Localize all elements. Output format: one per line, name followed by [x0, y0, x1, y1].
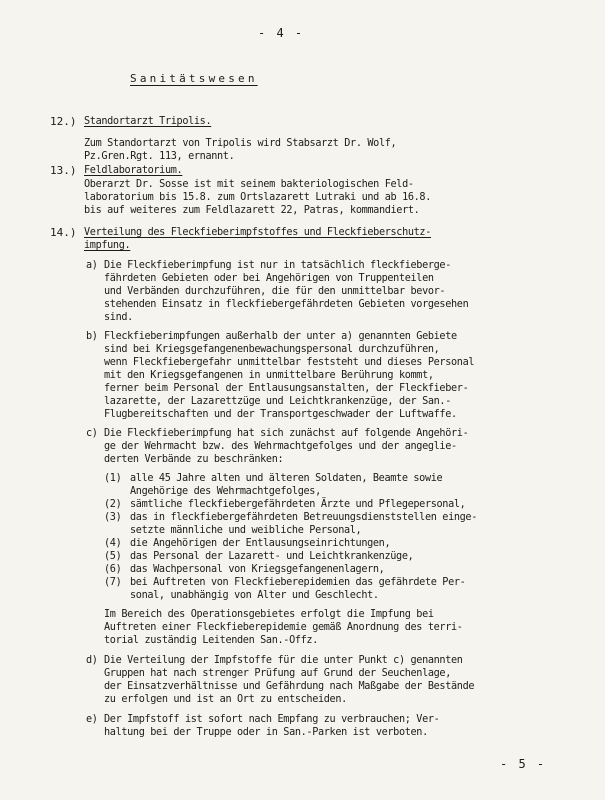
list-item: alle 45 Jahre alten und älteren Soldaten, Beamte sowie	[130, 473, 443, 484]
text-line: und Verbänden durchzuführen, die für den unmittelbar bevor-	[104, 286, 446, 297]
text-line: derten Verbände zu beschränken:	[104, 454, 284, 465]
subitem-label-e: e)	[86, 714, 98, 725]
list-number: (5)	[104, 551, 122, 562]
list-number: (1)	[104, 473, 122, 484]
item-number-13: 13.)	[50, 164, 77, 177]
list-number: (4)	[104, 538, 122, 549]
list-number: (3)	[104, 512, 122, 523]
text-line: der Einsatzverhältnisse und Gefährdung nach Maßgabe der Bestände	[104, 681, 475, 692]
list-item: das in fleckfiebergefährdeten Betreuungsdienststellen einge-	[130, 512, 478, 523]
text-line: stehenden Einsatz in fleckfiebergefährdeten Gebieten vorgesehen	[104, 299, 469, 310]
text-line: laboratorium bis 15.8. zum Ortslazarett Lutraki und ab 16.8.	[84, 192, 432, 203]
text-line: ge der Wehrmacht bzw. des Wehrmachtgefolges und der angeglie-	[104, 441, 457, 452]
item-heading-feldlaboratorium: Feldlaboratorium.	[84, 165, 183, 176]
text-line: bis auf weiteres zum Feldlazarett 22, Patras, kommandiert.	[84, 205, 420, 216]
page-number-top: - 4 -	[258, 26, 305, 40]
subitem-label-b: b)	[86, 331, 98, 342]
text-line: Oberarzt Dr. Sosse ist mit seinem bakteriologischen Feld-	[84, 179, 414, 190]
text-line: lazarette, der Lazarettzüge und Leichtkrankenzüge, der San.-	[104, 396, 452, 407]
list-item: Angehörige des Wehrmachtgefolges,	[130, 486, 321, 497]
text-line: Auftreten einer Fleckfieberepidemie gemäß Anordnung des terri-	[104, 622, 463, 633]
text-line: Gruppen hat nach strenger Prüfung auf Grund der Seuchenlage,	[104, 668, 452, 679]
next-page-marker: - 5 -	[500, 757, 547, 771]
text-line: wenn Fleckfiebergefahr unmittelbar feststeht und dieses Personal	[104, 357, 475, 368]
item-number-14: 14.)	[50, 226, 77, 239]
text-line: Flugbereitschaften und der Transportgeschwader der Luftwaffe.	[104, 409, 457, 420]
text-line: Die Fleckfieberimpfung hat sich zunächst auf folgende Angehöri-	[104, 428, 469, 439]
text-line: fährdeten Gebieten oder bei Angehörigen von Truppenteilen	[104, 273, 434, 284]
list-number: (2)	[104, 499, 122, 510]
list-item: sonal, unabhängig von Alter und Geschlecht.	[130, 590, 379, 601]
list-item: bei Auftreten von Fleckfieberepidemien das gefährdete Per-	[130, 577, 466, 588]
text-line: Die Fleckfieberimpfung ist nur in tatsächlich fleckfieberge-	[104, 260, 452, 271]
text-line: sind.	[104, 312, 133, 323]
list-item: setzte männliche und weibliche Personal,	[130, 525, 362, 536]
list-number: (6)	[104, 564, 122, 575]
subitem-label-c: c)	[86, 428, 98, 439]
item-heading-fleckfieber: Verteilung des Fleckfieberimpfstoffes und Fleckfieberschutz-	[84, 227, 432, 238]
text-line: Fleckfieberimpfungen außerhalb der unter a) genannten Gebiete	[104, 331, 457, 342]
text-line: Im Bereich des Operationsgebietes erfolgt die Impfung bei	[104, 609, 434, 620]
text-line: ferner beim Personal der Entlausungsanstalten, der Fleckfieber-	[104, 383, 469, 394]
list-item: das Wachpersonal von Kriegsgefangenenlagern,	[130, 564, 385, 575]
text-line: mit den Kriegsgefangenen in unmittelbare Berührung kommt,	[104, 370, 434, 381]
text-line: Zum Standortarzt von Tripolis wird Stabsarzt Dr. Wolf,	[84, 138, 397, 149]
text-line: sind bei Kriegsgefangenenbewachungspersonal durchzuführen,	[104, 344, 440, 355]
subitem-label-a: a)	[86, 260, 98, 271]
text-line: torial zuständig Leitenden San.-Offz.	[104, 635, 318, 646]
list-item: das Personal der Lazarett- und Leichtkrankenzüge,	[130, 551, 414, 562]
text-line: Pz.Gren.Rgt. 113, ernannt.	[84, 151, 235, 162]
text-line: zu erfolgen und ist an Ort zu entscheiden.	[104, 694, 347, 705]
text-line: haltung bei der Truppe oder in San.-Parken ist verboten.	[104, 727, 428, 738]
item-heading-fleckfieber-cont: impfung.	[84, 240, 131, 251]
text-line: Die Verteilung der Impfstoffe für die unter Punkt c) genannten	[104, 655, 463, 666]
list-number: (7)	[104, 577, 122, 588]
list-item: die Angehörigen der Entlausungseinrichtungen,	[130, 538, 391, 549]
section-title: Sanitätswesen	[130, 72, 258, 85]
list-item: sämtliche fleckfiebergefährdeten Ärzte und Pflegepersonal,	[130, 499, 466, 510]
item-number-12: 12.)	[50, 115, 77, 128]
text-line: Der Impfstoff ist sofort nach Empfang zu verbrauchen; Ver-	[104, 714, 440, 725]
subitem-label-d: d)	[86, 655, 98, 666]
item-heading-standortarzt: Standortarzt Tripolis.	[84, 116, 212, 127]
